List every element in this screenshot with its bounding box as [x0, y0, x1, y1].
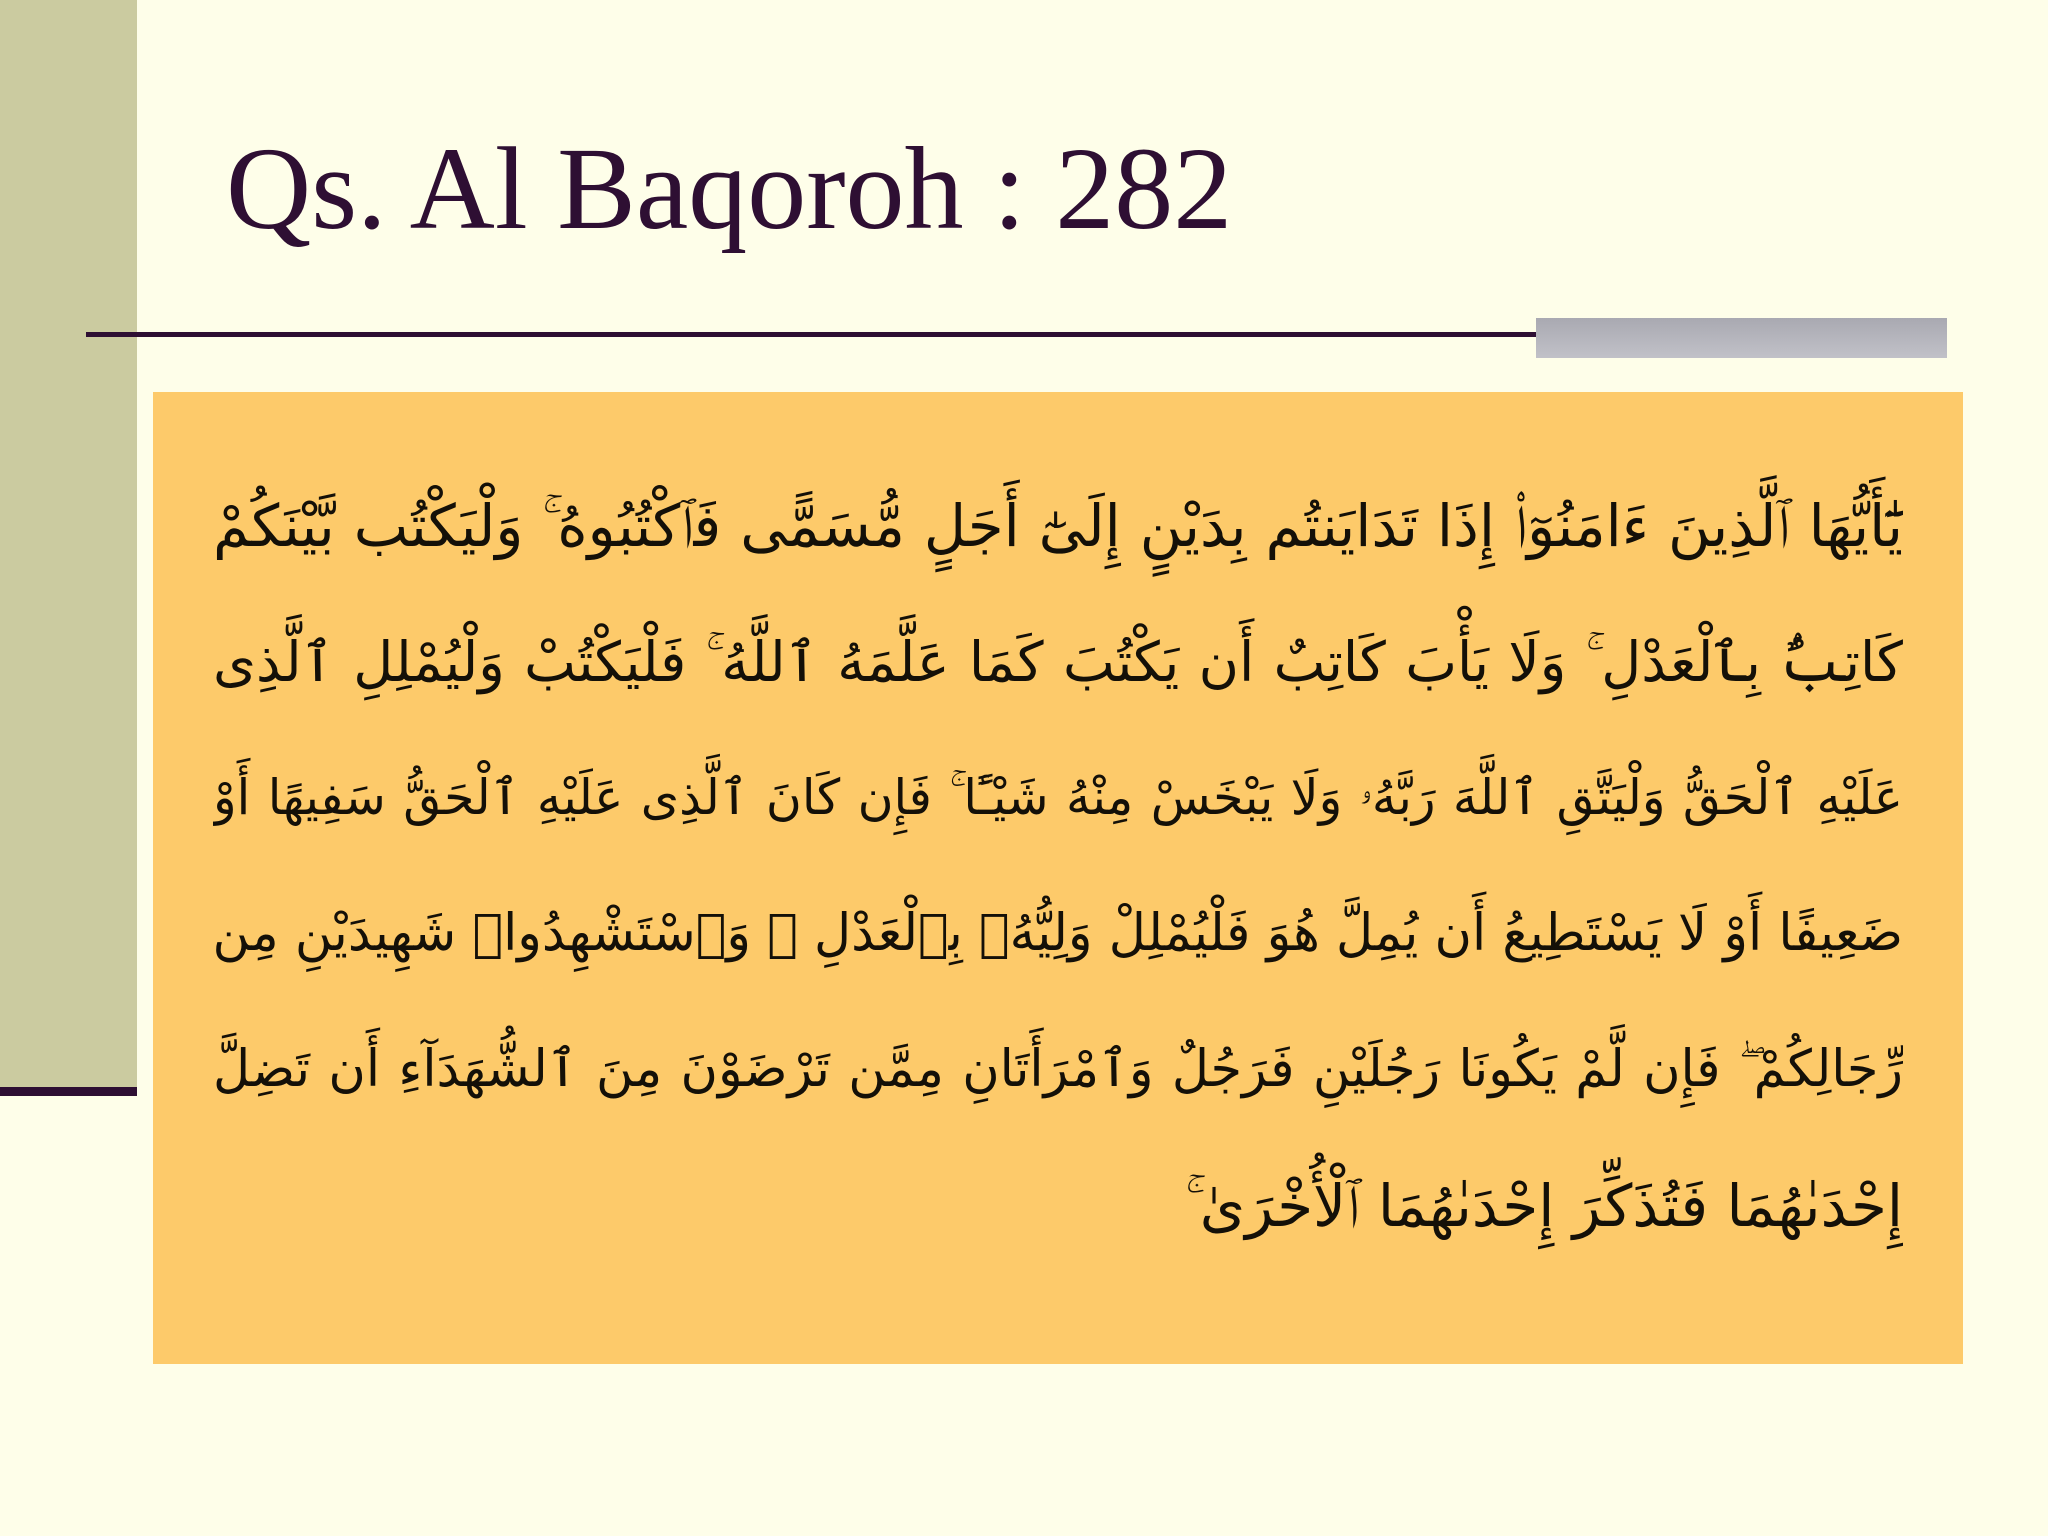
verse-line-1: يَٰٓأَيُّهَا ٱلَّذِينَ ءَامَنُوٓا۟ إِذَا تَدَايَنتُم بِدَيْنٍ إِلَىٰٓ أَجَلٍ مُّسَمًّى فَٱكْتُبُوهُ ۚ وَلْيَكْتُب بَّيْنَكُمْ [213, 492, 1903, 560]
slide-title: Qs. Al Baqoroh : 282 [226, 123, 1233, 254]
verse-line-6: إِحْدَىٰهُمَا فَتُذَكِّرَ إِحْدَىٰهُمَا ٱلْأُخْرَىٰ ۚ [1185, 1172, 1903, 1240]
verse-line-2: كَاتِبٌۢ بِٱلْعَدْلِ ۚ وَلَا يَأْبَ كَاتِبٌ أَن يَكْتُبَ كَمَا عَلَّمَهُ ٱللَّهُ ۚ فَلْيَكْتُبْ وَلْيُمْلِلِ ٱلَّذِى [213, 630, 1903, 694]
left-decorative-band [0, 0, 137, 1096]
verse-line-4: ضَعِيفًا أَوْ لَا يَسْتَطِيعُ أَن يُمِلَّ هُوَ فَلْيُمْلِلْ وَلِيُّهُۥ بِٱلْعَدْلِ ۚ وَٱسْتَشْهِدُوا۟ شَهِيدَيْنِ مِن [213, 904, 1903, 963]
verse-panel [153, 392, 1963, 1364]
divider-accent-bar [1536, 318, 1947, 358]
left-accent-bar [0, 1087, 137, 1096]
verse-line-3: عَلَيْهِ ٱلْحَقُّ وَلْيَتَّقِ ٱللَّهَ رَبَّهُۥ وَلَا يَبْخَسْ مِنْهُ شَيْـًٔا ۚ فَإِن كَانَ ٱلَّذِى عَلَيْهِ ٱلْحَقُّ سَفِيهًا أَوْ [213, 769, 1903, 826]
verse-text [213, 458, 1903, 1274]
verse-line-5: رِّجَالِكُمْ ۖ فَإِن لَّمْ يَكُونَا رَجُلَيْنِ فَرَجُلٌ وَٱمْرَأَتَانِ مِمَّن تَرْضَوْنَ مِنَ ٱلشُّهَدَآءِ أَن تَضِلَّ [213, 1040, 1903, 1099]
